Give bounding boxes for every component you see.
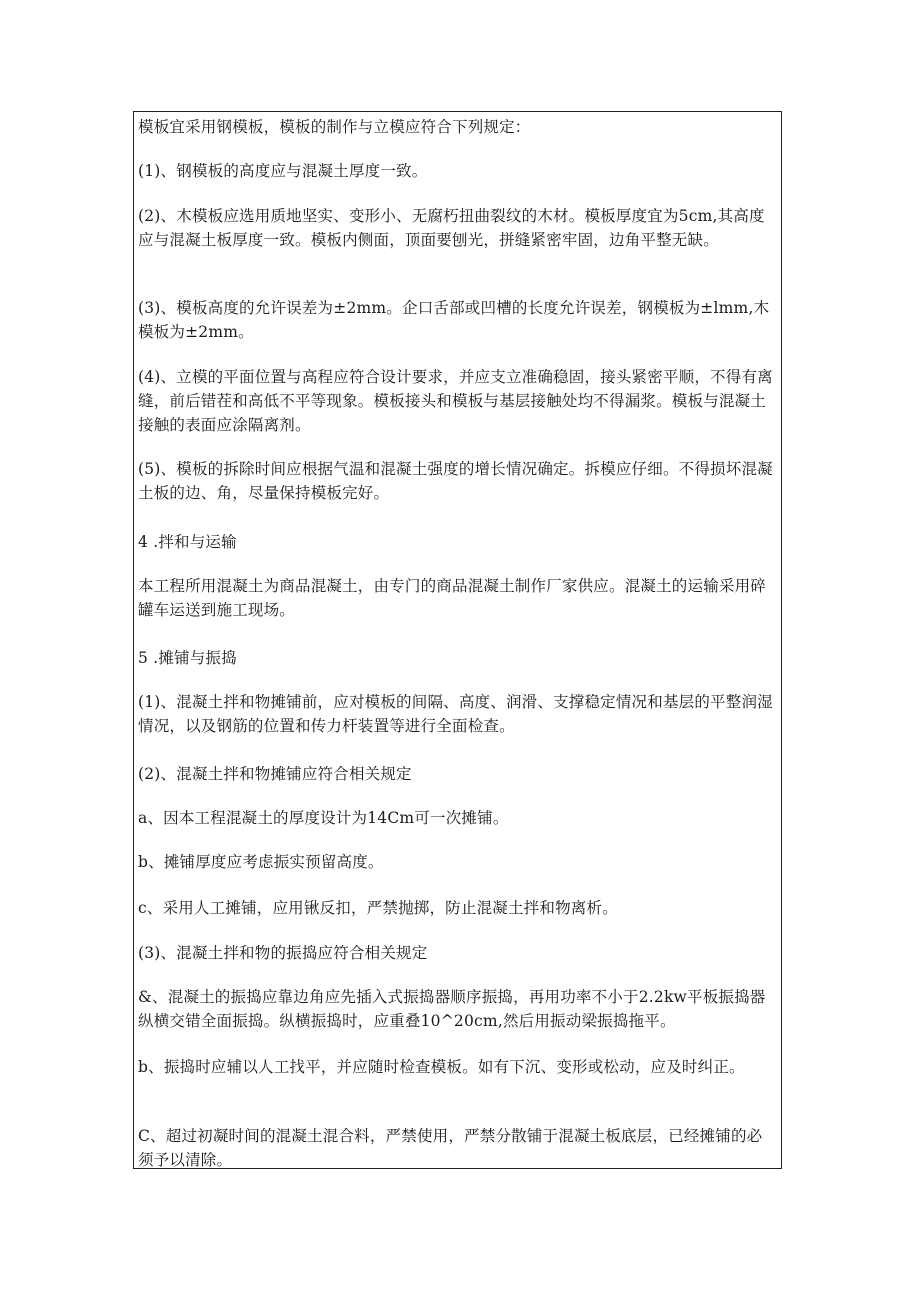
sub-2-item-b: b、摊铺厚度应考虑振实预留高度。 — [138, 853, 384, 871]
sub-2-item-a: a、因本工程混凝土的厚度设计为14Cm可一次摊铺。 — [138, 809, 509, 827]
sub-3-vibration-rules: (3)、混凝土拌和物的振捣应符合相关规定 — [138, 944, 428, 962]
section-4-body: 本工程所用混凝土为商品混凝土，由专门的商品混凝土制作厂家供应。混凝土的运输采用碎罐车运送到施工现场。 — [138, 577, 767, 619]
sub-1-inspection: (1)、混凝土拌和物摊铺前，应对模板的间隔、高度、润滑、支撑稳定情况和基层的平整润湿情况，以及钢筋的位置和传力杆装置等进行全面检查。 — [138, 693, 773, 735]
sub-2-item-c: c、采用人工摊铺，应用锹反扣，严禁抛掷，防止混凝土拌和物离析。 — [138, 899, 618, 917]
item-5-removal: (5)、模板的拆除时间应根据气温和混凝土强度的增长情况确定。拆模应仔细。不得损坏混凝土板的边、角，尽量保持模板完好。 — [138, 460, 773, 502]
document-frame — [133, 111, 782, 1169]
sub-3-item-a: &、混凝土的振捣应靠边角应先插入式振捣器顺序振捣，再用功率不小于2.2kw平板振捣器纵横交错全面振捣。纵横振捣时，应重叠10^20cm,然后用振动梁振捣拖平。 — [138, 988, 766, 1030]
intro-paragraph: 模板宜采用钢模板，模板的制作与立模应符合下列规定： — [138, 118, 531, 136]
sub-3-item-b: b、振捣时应辅以人工找平，并应随时检查模板。如有下沉、变形或松动，应及时纠正。 — [138, 1058, 745, 1076]
section-5-heading: 5 .摊铺与振捣 — [138, 649, 237, 667]
sub-2-paving-rules: (2)、混凝土拌和物摊铺应符合相关规定 — [138, 765, 412, 783]
item-1-steel-formwork: (1)、钢模板的高度应与混凝土厚度一致。 — [138, 162, 428, 180]
item-3-tolerance: (3)、模板高度的允许误差为±2mm。企口舌部或凹槽的长度允许误差，钢模板为±lmm,木模板为±2mm。 — [138, 299, 770, 341]
item-2-wood-formwork: (2)、木模板应选用质地坚实、变形小、无腐朽扭曲裂纹的木材。模板厚度宜为5cm,其高度应与混凝土板厚度一致。模板内侧面，顶面要刨光，拼缝紧密牢固，边角平整无缺。 — [138, 207, 765, 249]
sub-3-item-c: C、超过初凝时间的混凝土混合料，严禁使用，严禁分散铺于混凝土板底层，已经摊铺的必须予以清除。 — [138, 1127, 763, 1169]
item-4-setup: (4)、立模的平面位置与高程应符合设计要求，并应支立准确稳固，接头紧密平顺，不得有离缝，前后错茬和高低不平等现象。模板接头和模板与基层接触处均不得漏浆。模板与混凝土接触的表面应涂隔离剂。 — [138, 368, 773, 434]
section-4-heading: 4 .拌和与运输 — [138, 533, 237, 551]
